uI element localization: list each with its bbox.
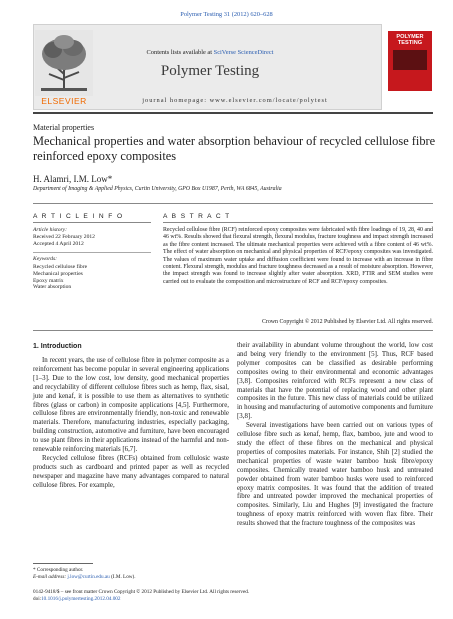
doi-prefix: doi:	[33, 596, 42, 602]
elsevier-tree-logo-icon	[35, 30, 93, 96]
email-suffix: (I.M. Low).	[109, 573, 136, 580]
keywords-rule	[33, 252, 151, 253]
body-column-right	[237, 342, 433, 529]
keyword-item: Water absorption	[33, 284, 72, 291]
keyword-item: Recycled cellulose fibre	[33, 264, 88, 270]
author-affiliation: Department of Imaging & Applied Physics, Curtin University, GPO Box U1987, Perth, WA 6845, Australia	[33, 186, 282, 192]
section-label: Material properties	[33, 123, 95, 132]
footnote-rule	[33, 563, 93, 564]
abstract-rule	[163, 222, 433, 223]
header-divider	[33, 112, 433, 114]
abstract-heading: A B S T R A C T	[163, 213, 231, 220]
body-paragraph: their availability in abundant volume throughout the world, low cost and being very friendly to the environment [5]. Thus, RCF based polymer composites can be classified as desirable performing composites owing to their environmental and economic advantages [3,8]. Composites reinforced with RCFs represent a new class of materials that have the potential of replacing wood and other plant composites in the future. This new class of materials could be utilized in housing and manufacturing of automotive components and furniture [3,8].	[237, 342, 433, 421]
keyword-item: Epoxy matrix	[33, 277, 64, 284]
article-info-rule	[33, 222, 151, 223]
footnote	[33, 567, 136, 581]
intro-heading: 1. Introduction	[33, 343, 82, 350]
history-heading: Article history:	[33, 227, 68, 233]
body-paragraph: Several investigations have been carried out on various types of cellulose fibre such as kenaf, hemp, flax, bamboo, jute and wood to study the effect of these fibres on the mechanical and physical properties of composites materials. For instance, Shih [2] studied the mechanical properties of waste water bamboo husk fibre/epoxy composites. Chemically treated water bamboo husk and untreated powder obtained from water bamboo husks were used to reinforced epoxy matrix composites. It was found that the addition of treated fibre and untreated powder improved the mechanical properties of composites. Similarly, Liu and Hughes [9] investigated the fracture toughness of epoxy matrix reinforced with woven flax fibre. Their results showed that the fracture toughness of the composites was	[237, 422, 433, 528]
journal-reference[interactable]: Polymer Testing 31 (2012) 620–628	[180, 11, 273, 18]
article-info-heading: A R T I C L E I N F O	[33, 213, 124, 220]
elsevier-wordmark: ELSEVIER	[41, 96, 87, 106]
email-link[interactable]: j.low@curtin.edu.au	[67, 573, 110, 580]
abstract-text: Recycled cellulose fibre (RCF) reinforced epoxy composites were fabricated with fibre loadings of 19, 28, 40 and 46 wt%. Results showed that flexural strength, flexural modulus, fracture toughness and impact strength increased as the fibre content increased. The ultimate mechanical properties were achieved with a fibre content of 46 wt%. The effect of water absorption on mechanical and physical properties of RCF/epoxy composites was investigated. The values of maximum water uptake and diffusion coefficient were found to increase with an increase in fibre content. Flexural strength, modulus and fracture toughness decreased as a result of moisture absorption. However, the impact strength was found to increase slightly after water absorption. XRD, FTIR and SEM studies were carried out to evaluate the composition and microstructure of RCF and RCF/epoxy composites.	[163, 227, 433, 285]
cover-image	[393, 50, 427, 70]
doi-link[interactable]: 10.1016/j.polymertesting.2012.04.002	[41, 596, 121, 602]
cover-title: POLYMER TESTING	[396, 34, 424, 46]
doi-line	[33, 596, 249, 603]
email-label: E-mail address:	[33, 573, 68, 580]
email-line	[33, 574, 136, 581]
journal-title: Polymer Testing	[160, 63, 260, 79]
contents-line	[100, 49, 320, 56]
divider	[33, 203, 433, 204]
journal-homepage[interactable]: journal homepage: www.elsevier.com/locate/polytest	[142, 97, 328, 104]
keywords-list	[33, 264, 87, 291]
body-paragraph: In recent years, the use of cellulose fibre in polymer composite as a reinforcement has become popular in several engineering applications [1–3]. Due to the low cost, low density, good mechanical properties and recyclability of different cellulose fibres such as hemp, flax, sisal, jute and kenaf, it is possible to use them as alternatives to synthetic fibres (glass or carbon) in composite applications [4,5]. Furthermore, cellulose fibres are environmentally friendly, non-toxic and renewable materials. Therefore, manufacturing industries, especially packaging, building construction, automotive and furniture, have been encouraged to use plant fibres in their applications instead of the harmful and non-renewable reinforcing materials [6,7].	[33, 357, 229, 454]
body-paragraph: Recycled cellulose fibres (RCFs) obtained from cellulosic waste products such as cardboard and printed paper as well as recycled newspaper and magazine have many advantages compared to natural cellulose fibres. For example,	[33, 454, 229, 489]
accepted-date: Accepted 4 April 2012	[33, 241, 84, 247]
keywords-heading: Keywords:	[33, 256, 58, 262]
contents-prefix: Contents lists available at	[146, 49, 214, 56]
body-column-left	[33, 357, 229, 491]
article-authors[interactable]: H. Alamri, I.M. Low*	[33, 174, 113, 184]
abstract-bottom-rule	[33, 330, 433, 331]
sciencedirect-link[interactable]: SciVerse ScienceDirect	[213, 49, 274, 56]
received-date: Received 22 February 2012	[33, 234, 95, 240]
article-title: Mechanical properties and water absorption behaviour of recycled cellulose fibre reinforced epoxy composites	[33, 134, 436, 163]
corresponding-author-note: * Corresponding author.	[33, 567, 84, 573]
keyword-item: Mechanical properties	[33, 270, 83, 277]
issn-block	[33, 589, 249, 603]
issn-line: 0142-9418/$ – see front matter Crown Copyright © 2012 Published by Elsevier Ltd. All rights reserved.	[33, 589, 250, 595]
abstract-copyright: Crown Copyright © 2012 Published by Elsevier Ltd. All rights reserved.	[261, 319, 433, 325]
